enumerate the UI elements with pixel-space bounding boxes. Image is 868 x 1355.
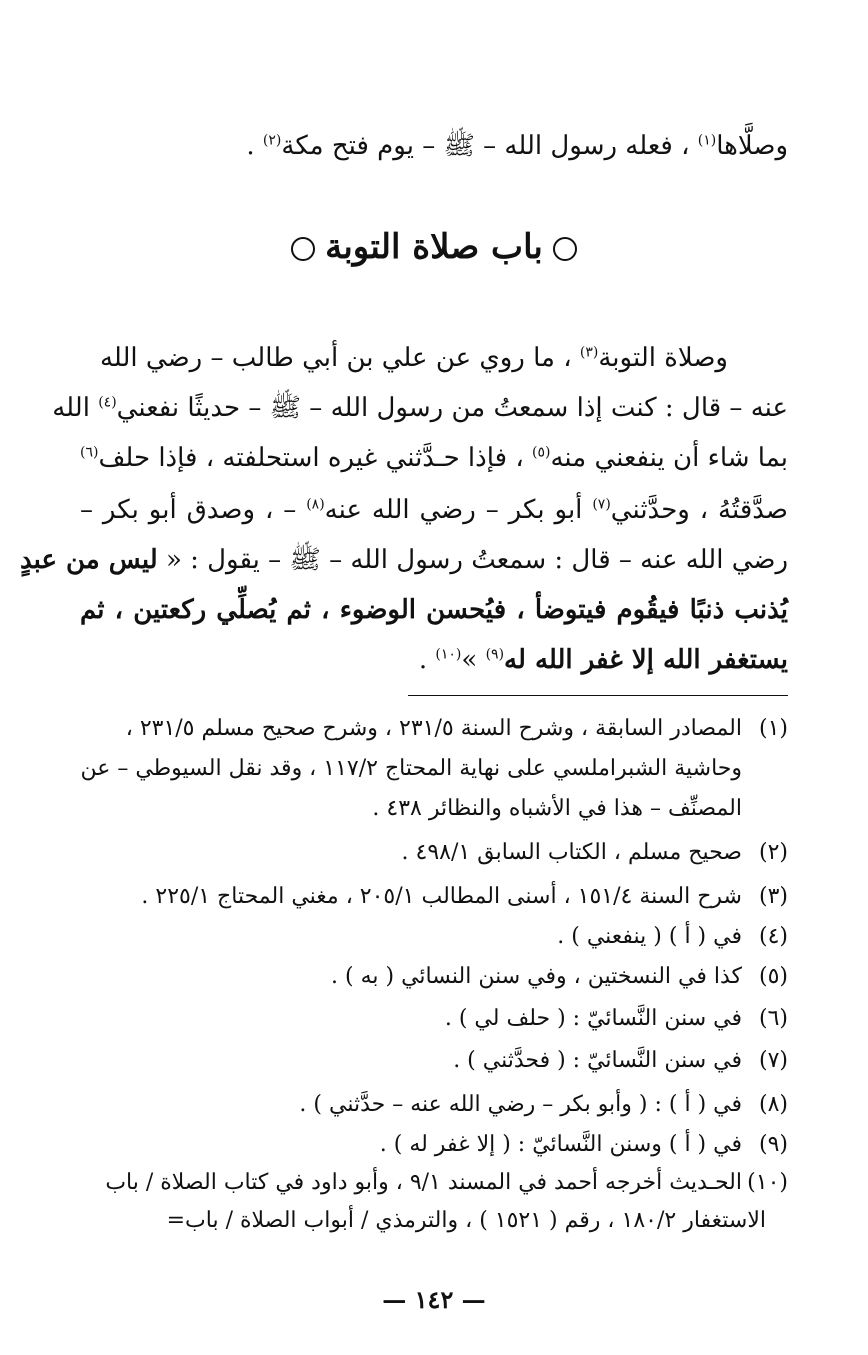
footnote-marker: (٩) bbox=[485, 646, 505, 663]
footnote-line bbox=[80, 752, 742, 786]
footnote-line bbox=[105, 1166, 788, 1200]
footnote-number: (٢) bbox=[758, 840, 788, 865]
body-line bbox=[419, 642, 788, 678]
footnote-line bbox=[372, 792, 742, 826]
body-line bbox=[52, 390, 788, 426]
body-text: أبو بكر – رضي الله عنه bbox=[324, 495, 593, 525]
footnote-line bbox=[299, 1088, 788, 1122]
footnote-text: في سنن النَّسائيّ : ( حلف لي ) . bbox=[444, 1006, 742, 1031]
footnote-line bbox=[445, 1002, 788, 1036]
footnote-marker: (٣) bbox=[579, 344, 599, 361]
footnote-marker: (٨) bbox=[306, 496, 325, 513]
circle-ornament-icon bbox=[553, 237, 577, 261]
footnote-line bbox=[402, 836, 788, 870]
hadith-text: يُذنب ذنبًا فيقُوم فيتوضأ ، فيُحسن الوضوء ، ثم يُصلِّي ركعتين ، ثم bbox=[80, 595, 788, 625]
circle-ornament-icon bbox=[291, 237, 315, 261]
footnote-text: شرح السنة ١٥١/٤ ، أسنى المطالب ٢٠٥/١ ، مغني المحتاج ٢٢٥/١ . bbox=[141, 884, 742, 909]
footnote-number: (٣) bbox=[758, 884, 788, 909]
footnote-text: وحاشية الشبراملسي على نهاية المحتاج ١١٧/٢ ، وقد نقل السيوطي – عن bbox=[80, 756, 742, 781]
section-heading: باب صلاة التوبة bbox=[0, 222, 868, 272]
footnote-text: المصادر السابقة ، وشرح السنة ٢٣١/٥ ، وشرح صحيح مسلم ٢٣١/٥ ، bbox=[125, 716, 742, 741]
body-line bbox=[100, 340, 728, 376]
footnote-number: (٦) bbox=[758, 1006, 788, 1031]
footnote-line bbox=[141, 880, 788, 914]
footnote-number: (٨) bbox=[758, 1092, 788, 1117]
body-text: عنه – قال : كنت إذا سمعتُ من رسول الله – ﷺ – حديثًا نفعني bbox=[116, 393, 788, 423]
body-line bbox=[80, 492, 788, 528]
body-line bbox=[19, 542, 788, 578]
footnote-line bbox=[331, 960, 788, 994]
footnote-number: (٧) bbox=[758, 1048, 788, 1073]
footnote-text: في ( أ ) : ( وأبو بكر – رضي الله عنه – حدَّثني ) . bbox=[299, 1092, 742, 1117]
footnote-divider bbox=[408, 695, 788, 696]
footnote-text: الاستغفار ١٨٠/٢ ، رقم ( ١٥٢١ ) ، والترمذي / أبواب الصلاة / باب= bbox=[166, 1208, 766, 1233]
footnote-marker: (٦) bbox=[80, 444, 99, 461]
body-text: صدَّقتُهُ ، وحدَّثني bbox=[610, 495, 788, 525]
footnote-marker: (١٠) bbox=[435, 646, 462, 663]
footnote-text: في ( أ ) ( ينفعني ) . bbox=[557, 924, 742, 949]
body-text: بما شاء أن ينفعني منه bbox=[550, 443, 788, 473]
footnote-number: (٩) bbox=[758, 1132, 788, 1157]
footnote-number: (١) bbox=[758, 716, 788, 741]
footnote-text: الحـديث أخرجه أحمد في المسند ٩/١ ، وأبو داود في كتاب الصلاة / باب bbox=[105, 1170, 742, 1195]
footnote-line bbox=[453, 1044, 788, 1078]
body-text: – ، وصدق أبو بكر – bbox=[80, 495, 307, 525]
footnote-number: (٥) bbox=[758, 964, 788, 989]
body-text: » bbox=[461, 645, 486, 675]
footnote-line bbox=[557, 920, 788, 954]
body-text: الله bbox=[52, 393, 99, 423]
body-text: . bbox=[418, 645, 436, 675]
footnote-text: في ( أ ) وسنن النَّسائيّ : ( إلا غفر له ) . bbox=[379, 1132, 742, 1157]
footnote-marker: (٧) bbox=[592, 496, 611, 513]
footnote-number: (٤) bbox=[758, 924, 788, 949]
hadith-text: ليس من عبدٍ bbox=[19, 545, 158, 575]
footnote-text: كذا في النسختين ، وفي سنن النسائي ( به ) . bbox=[331, 964, 742, 989]
footnote-text: المصنِّف – هذا في الأشباه والنظائر ٤٣٨ . bbox=[372, 796, 742, 821]
footnote-number: (١٠) bbox=[747, 1170, 788, 1195]
body-line bbox=[80, 592, 788, 628]
hadith-text: يستغفر الله إلا غفر الله له bbox=[504, 645, 788, 675]
footnote-marker: (٥) bbox=[532, 444, 551, 461]
footnote-text: في سنن النَّسائيّ : ( فحدَّثني ) . bbox=[453, 1048, 742, 1073]
page-number: — ١٤٢ — bbox=[382, 1285, 486, 1314]
footnote-line bbox=[167, 1204, 766, 1238]
footnote-text: صحيح مسلم ، الكتاب السابق ٤٩٨/١ . bbox=[401, 840, 742, 865]
intro-line: وصلَّاها$^{(١)}$ ، فعله رسول الله – ﷺ – يوم فتح مكة$^{(٢)}$ . bbox=[246, 131, 788, 161]
footnote-line bbox=[126, 712, 788, 746]
footnote-line bbox=[380, 1128, 788, 1162]
body-line bbox=[80, 440, 788, 476]
footnote-marker: (٤) bbox=[98, 394, 117, 411]
body-text: ، فإذا حـدَّثني غيره استحلفته ، فإذا حلف bbox=[98, 443, 532, 473]
body-text: رضي الله عنه – قال : سمعتُ رسول الله – ﷺ – يقول : « bbox=[157, 545, 788, 575]
body-text: ، ما روي عن علي بن أبي طالب – رضي الله bbox=[99, 343, 580, 373]
body-text: وصلاة التوبة bbox=[598, 343, 728, 373]
